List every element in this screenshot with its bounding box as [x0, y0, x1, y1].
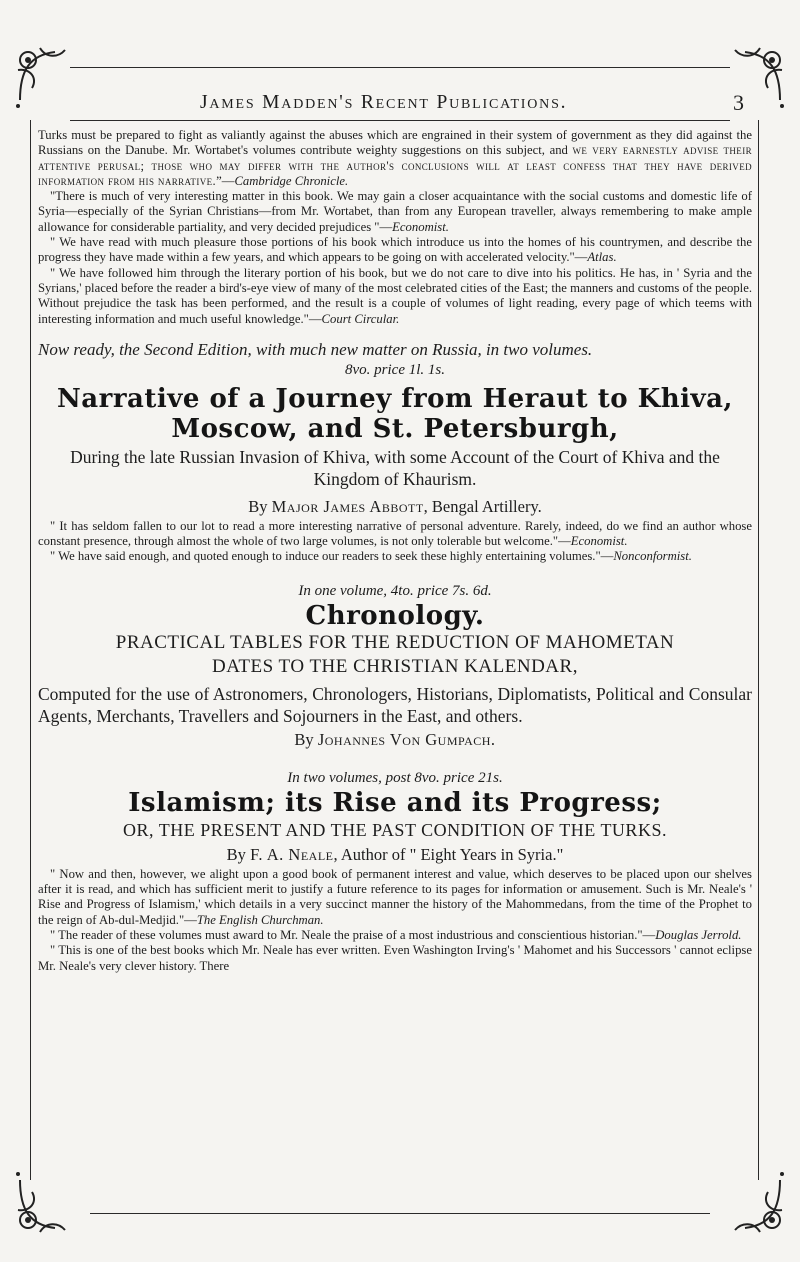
book3-price: In two volumes, post 8vo. price 21s.: [287, 769, 503, 786]
review-cambridge-chronicle: Turks must be prepared to fight as valiantly against the abuses which are engrained in their system of government as they did against the Russians on the Danube. Mr. Wortabet's volumes contribute weighty suggestions on this subject, and we very earnestly advise their attentive perusal; those who may differ with the author's conclusions will at least confess that they have derived information from his narrative.”—Cambridge Chronicle.: [38, 128, 752, 188]
review-text: " This is one of the best books which Mr. Neale has ever written. Even Washington Irving's ' Mahomet and his Successors ' cannot eclipse Mr. Neale's very clever history. There: [38, 943, 752, 973]
page-number: 3: [733, 90, 744, 115]
frame-bottom-rule: [90, 1213, 710, 1214]
review-economist: [38, 189, 752, 235]
author-name: F. A. Neale: [250, 844, 334, 864]
review-source: Economist.: [570, 534, 628, 549]
book3-title: Islamism; its Rise and its Progress;: [128, 787, 662, 818]
review-court-circular: [38, 266, 752, 327]
book3-subtitle: OR, THE PRESENT AND THE PAST CONDITION OF THE TURKS.: [123, 819, 667, 840]
review-text: " We have followed him through the literary portion of his book, but we do not care to dive into his politics. He has, in ' Syria and the Syrians,' placed before the reader a bird's-eye view of many of the most celebrated cities of the East; the manners and customs of the people. Without prejudice the task has been performed, and the result is a couple of volumes of light reading, every page of which teems with interesting information and much useful knowledge."—: [38, 265, 752, 326]
book1-review-economist: [38, 519, 752, 550]
review-source: The English Churchman.: [196, 912, 324, 927]
book3-author: [38, 844, 752, 865]
book2-subtitle-line2: DATES TO THE CHRISTIAN KALENDAR,: [212, 655, 578, 677]
book1-review-nonconformist: [38, 549, 752, 564]
frame-top-rule: [70, 67, 730, 68]
review-text: " We have read with much pleasure those portions of his book which introduce us into the homes of his countrymen, and describe the progress they have made within a few years, and which appears to be going on with accelerated velocity."—: [38, 235, 752, 265]
book2-author: [38, 729, 752, 750]
book1-notice: Now ready, the Second Edition, with much new matter on Russia, in two volumes.: [38, 339, 593, 359]
book2-description: Computed for the use of Astronomers, Chronologers, Historians, Diplomatists, Political and Consular Agents, Merchants, Travellers and Sojourners in the East, and others.: [38, 683, 752, 726]
review-text: " It has seldom fallen to our lot to read a more interesting narrative of personal adventure. Rarely, indeed, do we find an author whose constant presence, through almost the whole of two large volumes, is not only tolerable but welcome."—: [38, 518, 752, 549]
review-source: Cambridge Chronicle.: [234, 173, 349, 188]
author-name: Johannes Von Gumpach.: [317, 729, 496, 749]
corner-ornament-top-left: [10, 40, 70, 110]
author-suffix: , Bengal Artillery.: [423, 496, 542, 516]
book2-title: Chronology.: [305, 600, 485, 631]
book1-author: [38, 496, 752, 517]
corner-ornament-bottom-right: [730, 1170, 790, 1240]
book1-price: 8vo. price 1l. 1s.: [345, 361, 445, 378]
review-atlas: [38, 235, 752, 266]
page-header: [90, 92, 760, 122]
corner-ornament-bottom-left: [10, 1170, 70, 1240]
review-source: Economist.: [392, 219, 449, 234]
author-prefix: By: [226, 844, 251, 864]
frame-right-rule: [758, 120, 759, 1180]
review-source: Nonconformist.: [613, 549, 692, 564]
book3-review-continued: [38, 943, 752, 974]
author-prefix: By: [294, 729, 318, 749]
review-text: " We have said enough, and quoted enough to induce our readers to seek these highly entertaining volumes."—: [50, 549, 614, 564]
review-text: "There is much of very interesting matter in this book. We may gain a closer acquaintance with the social customs and domestic life of Syria—especially of the Syrian Christians—from Mr. Wortabet, than from any European traveller, always remembering to make ample allowance for considerable partiality, and very decided prejudices "—: [38, 189, 752, 234]
page-content: [38, 128, 752, 974]
author-suffix: , Author of " Eight Years in Syria.": [333, 844, 564, 864]
book1-subtitle: During the late Russian Invasion of Khiva, with some Account of the Court of Khiva and the Kingdom of Khaurism.: [70, 446, 720, 489]
book2-subtitle-line1: PRACTICAL TABLES FOR THE REDUCTION OF MAHOMETAN: [115, 631, 675, 653]
review-text: " The reader of these volumes must award to Mr. Neale the praise of a most industrious and conscientious historian."—: [50, 927, 656, 942]
review-source: Atlas.: [587, 250, 617, 265]
review-text: " Now and then, however, we alight upon a good book of permanent interest and value, which deserves to be placed upon our shelves after it is read, and which has sufficient merit to justify a future reference to its pages for information or amusement. Such is Mr. Neale's ' Rise and Progress of Islamism,' which details in a very succinct manner the history of the Mahommedans, from the time of the Prophet to the reign of Ab-dul-Medjid."—: [38, 866, 752, 927]
review-text: Turks must be prepared to fight as valiantly against the abuses which are engrained in their system of government as they did against the Russians on the Danube. Mr. Wortabet's volumes contribute weighty suggestions on this subject, and: [38, 128, 752, 158]
frame-left-rule: [30, 120, 31, 1180]
book3-review-douglas-jerrold: [38, 928, 752, 943]
author-name: Major James Abbott: [271, 496, 424, 516]
author-prefix: By: [248, 496, 272, 516]
review-source: Douglas Jerrold.: [655, 927, 742, 942]
running-title: James Madden's Recent Publications.: [200, 92, 568, 113]
review-source: Court Circular.: [321, 311, 400, 326]
book3-review-english-churchman: [38, 867, 752, 928]
book1-title-line2: Moscow, and St. Petersburgh,: [171, 413, 619, 444]
book1-title-line1: Narrative of a Journey from Heraut to Khiva,: [57, 383, 733, 414]
book2-price: In one volume, 4to. price 7s. 6d.: [298, 582, 492, 599]
review-emphasis: we very earnestly advise their attentive perusal; those who may differ with the author's conclusions will at least confess that they have derived information from his narrative.: [38, 143, 752, 188]
